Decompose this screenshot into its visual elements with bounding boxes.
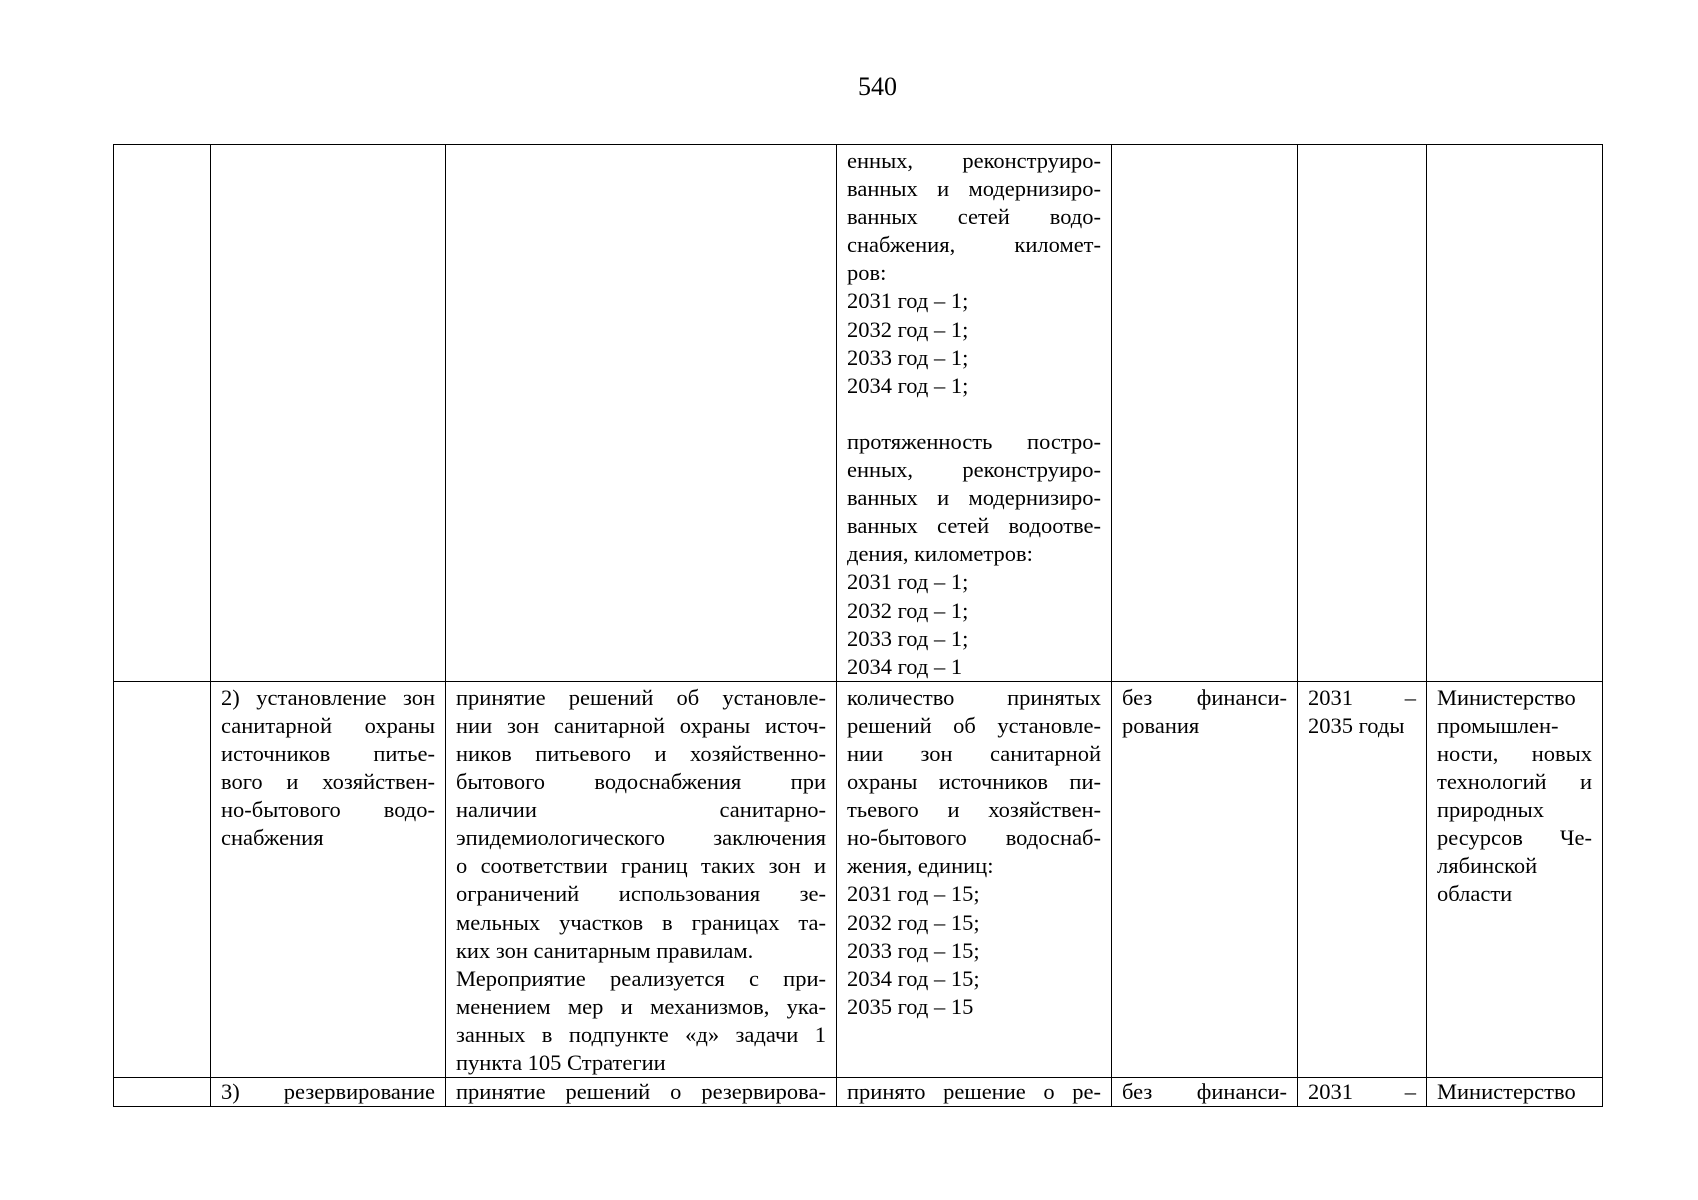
responsible-line: технологий и [1437, 769, 1592, 795]
responsible-line: Министерство [1437, 684, 1576, 710]
indicator-line: количество принятых [847, 684, 1101, 710]
page-number: 540 [858, 72, 897, 101]
indicator-line: ванных сетей водоотве- [847, 513, 1101, 539]
responsible-line: ресурсов Че- [1437, 825, 1592, 851]
indicator-year: 2032 год – 1; [847, 316, 969, 342]
cell-funding [1112, 1078, 1298, 1107]
responsible-line: ности, новых [1437, 740, 1592, 766]
cell-responsible [1427, 145, 1603, 682]
indicator-year: 2035 год – 15 [847, 993, 974, 1019]
cell-number [114, 681, 211, 1077]
task-line: но-бытового водо- [221, 797, 435, 823]
cell-period [1298, 145, 1427, 682]
cell-period [1298, 1078, 1427, 1107]
measure-line: мельных участков в границах та- [456, 909, 826, 935]
cell-responsible [1427, 681, 1603, 1077]
funding-line: рования [1122, 712, 1200, 738]
responsible-line: природных [1437, 797, 1545, 823]
cell-period [1298, 681, 1427, 1077]
measure-line: бытового водоснабжения при [456, 769, 826, 795]
indicator-line: дения, километров: [847, 541, 1033, 567]
measure-line: Мероприятие реализуется с при- [456, 965, 826, 991]
task-line: источников питье- [221, 740, 435, 766]
cell-funding [1112, 145, 1298, 682]
measure-line: ограничений использования зе- [456, 881, 826, 907]
indicator-line: енных, реконструиро- [847, 457, 1101, 483]
table-row [114, 1078, 1603, 1107]
funding-line: без финанси- [1122, 1079, 1287, 1105]
cell-responsible [1427, 1078, 1603, 1107]
cell-measure [446, 681, 837, 1077]
indicator-line: ванных и модернизиро- [847, 485, 1101, 511]
paragraph-gap [847, 400, 1101, 428]
indicator-line: ванных сетей водо- [847, 204, 1101, 230]
indicator-line: нии зон санитарной [847, 740, 1101, 766]
indicator-year: 2031 год – 15; [847, 881, 980, 907]
responsible-line: лябинской [1437, 853, 1538, 879]
cell-indicator [837, 1078, 1112, 1107]
measure-line: принятие решений об установле- [456, 684, 826, 710]
task-line: 2) установление зон [221, 684, 435, 710]
indicator-year: 2031 год – 1; [847, 288, 969, 314]
measure-line: ких зон санитарным правилам. [456, 937, 754, 963]
cell-number [114, 1078, 211, 1107]
indicator-year: 2033 год – 1; [847, 625, 969, 651]
task-line: 3) резервирование [221, 1079, 435, 1105]
indicator-line: жения, единиц: [847, 853, 994, 879]
period-line: 2031 – [1308, 684, 1416, 710]
measure-line: эпидемиологического заключения [456, 825, 826, 851]
responsible-line: Министерство [1437, 1079, 1576, 1105]
indicator-year: 2032 год – 15; [847, 909, 980, 935]
measure-line: менением мер и механизмов, ука- [456, 993, 826, 1019]
table-row [114, 145, 1603, 682]
cell-indicator [837, 145, 1112, 682]
indicator-year: 2032 год – 1; [847, 597, 969, 623]
indicator-line: тьевого и хозяйствен- [847, 797, 1101, 823]
indicator-year: 2031 год – 1; [847, 569, 969, 595]
indicator-line: охраны источников пи- [847, 769, 1101, 795]
measure-line: занных в подпункте «д» задачи 1 [456, 1021, 826, 1047]
indicator-line: ванных и модернизиро- [847, 176, 1101, 202]
funding-line: без финанси- [1122, 684, 1287, 710]
indicator-line: принято решение о ре- [847, 1079, 1101, 1105]
cell-measure [446, 1078, 837, 1107]
cell-task [211, 1078, 446, 1107]
indicator-line: ров: [847, 260, 887, 286]
cell-task [211, 145, 446, 682]
task-line: вого и хозяйствен- [221, 769, 435, 795]
measure-line: ников питьевого и хозяйственно- [456, 740, 826, 766]
measure-line: принятие решений о резервирова- [456, 1079, 826, 1105]
indicator-year: 2033 год – 1; [847, 344, 969, 370]
measure-line: наличии санитарно- [456, 797, 826, 823]
task-line: санитарной охраны [221, 712, 435, 738]
indicator-line: решений об установле- [847, 712, 1101, 738]
cell-indicator [837, 681, 1112, 1077]
indicator-year: 2034 год – 15; [847, 965, 980, 991]
cell-measure [446, 145, 837, 682]
measure-line: нии зон санитарной охраны источ- [456, 712, 826, 738]
indicator-year: 2033 год – 15; [847, 937, 980, 963]
period-line: 2031 – [1308, 1079, 1416, 1105]
cell-funding [1112, 681, 1298, 1077]
responsible-line: области [1437, 881, 1513, 907]
indicator-year: 2034 год – 1 [847, 653, 963, 679]
indicator-year: 2034 год – 1; [847, 372, 969, 398]
cell-task [211, 681, 446, 1077]
measures-table [113, 144, 1603, 1107]
cell-number [114, 145, 211, 682]
indicator-line: протяженность постро- [847, 428, 1101, 454]
indicator-line: но-бытового водоснаб- [847, 825, 1101, 851]
indicator-line: снабжения, километ- [847, 232, 1101, 258]
period-line: 2035 годы [1308, 712, 1405, 738]
measure-line: пункта 105 Стратегии [456, 1050, 666, 1075]
table-row [114, 681, 1603, 1077]
task-line: снабжения [221, 825, 324, 851]
responsible-line: промышлен- [1437, 712, 1559, 738]
measure-line: о соответствии границ таких зон и [456, 853, 826, 879]
indicator-line: енных, реконструиро- [847, 148, 1101, 173]
